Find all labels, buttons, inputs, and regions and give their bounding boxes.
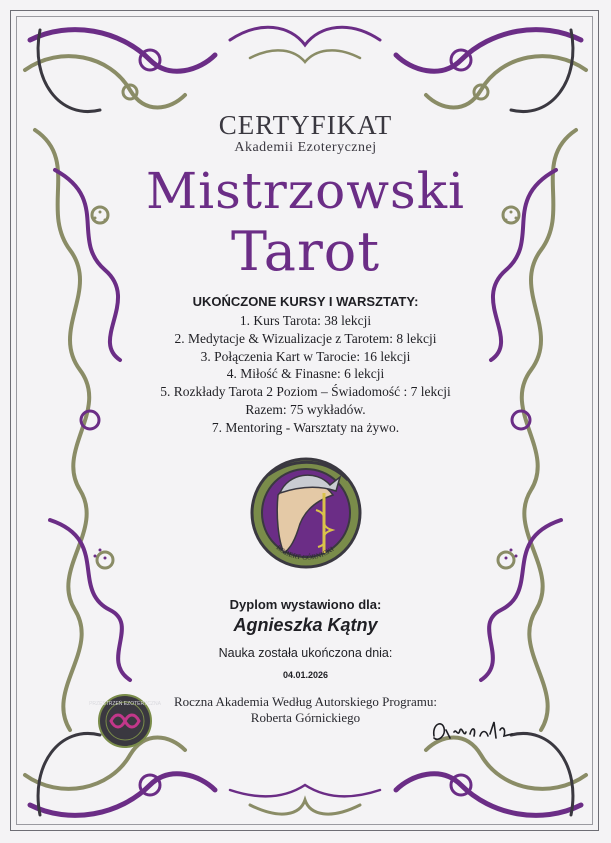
course-item: 2. Medytacje & Wizualizacje z Tarotem: 8 lekcji (174, 330, 437, 346)
course-item: 5. Rozkłady Tarota 2 Poziom – Świadomość : 7 lekcji (160, 384, 451, 400)
title-line-1: Mistrzowski (145, 162, 466, 220)
issued-for-label: Dyplom wystawiono dla: (229, 597, 382, 612)
hermes-medal (248, 455, 364, 571)
courses-heading: UKOŃCZONE KURSY I WARSZTATY: (192, 294, 419, 309)
course-item: 4. Miłość & Finasne: 6 lekcji (226, 366, 385, 382)
course-list (0, 312, 611, 437)
program-line-2: Roberta Górnickiego (250, 710, 361, 725)
medal-label: ROBERT GÓRNICKI (274, 543, 336, 562)
course-item: 7. Mentoring - Warsztaty na żywo. (211, 419, 400, 435)
completed-label: Nauka została ukończona dnia: (218, 646, 393, 660)
course-item: 1. Kurs Tarota: 38 lekcji (239, 313, 372, 328)
title-line-2: Tarot (230, 220, 381, 283)
course-item: 3. Połączenia Kart w Tarocie: 16 lekcji (200, 348, 411, 364)
program-line-1: Roczna Akademia Według Autorskiego Programu: (174, 694, 437, 709)
course-total: Razem: 75 wykładów. (245, 401, 366, 417)
completed-date: 04.01.2026 (282, 670, 329, 680)
badge-label: PRZESTRZEŃ EZOTERYCZNA (89, 701, 161, 707)
certificate-heading: CERTYFIKAT (218, 110, 393, 140)
academy-badge (89, 693, 161, 749)
signature (428, 716, 520, 746)
recipient-name: Agnieszka Kątny (233, 615, 378, 635)
academy-name: Akademii Ezoterycznej (234, 140, 377, 155)
